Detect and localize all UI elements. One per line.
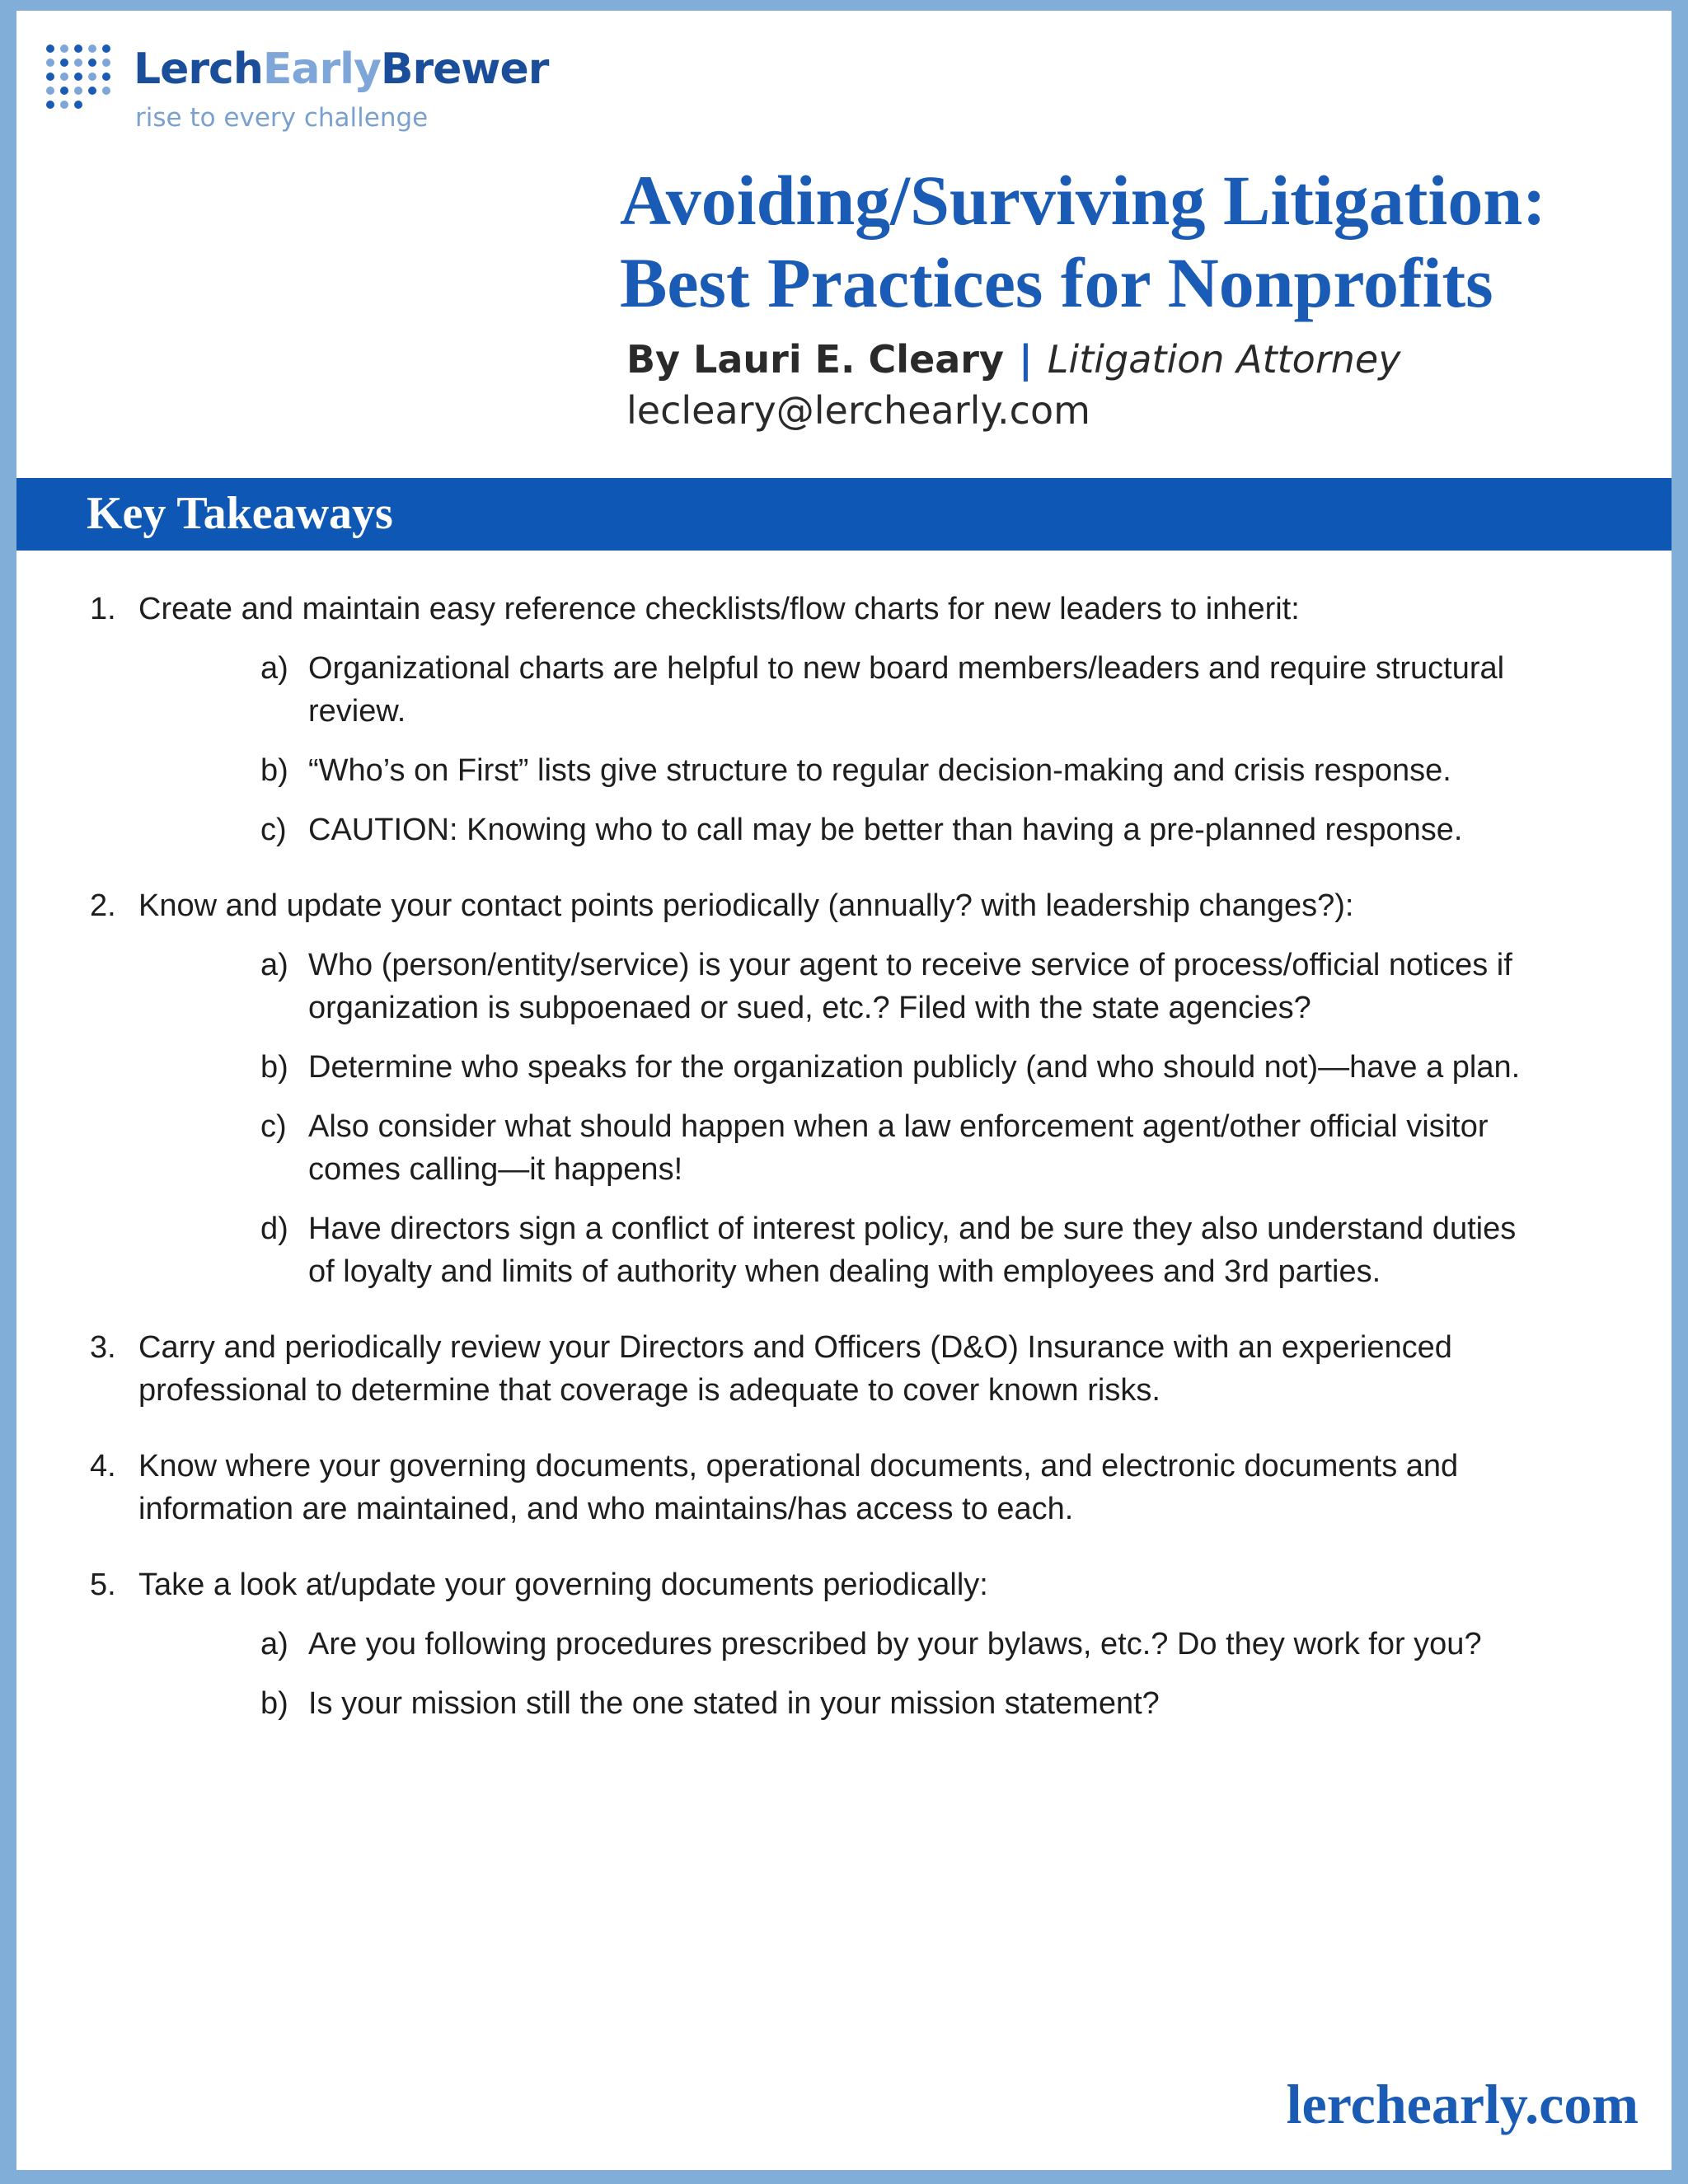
brand-tagline: rise to every challenge — [135, 103, 429, 133]
logo-dot — [46, 45, 54, 53]
subitem-letter: c) — [260, 813, 287, 847]
logo-dot — [102, 59, 110, 67]
takeaway-item — [16, 1563, 1672, 1725]
logo-dot — [74, 45, 82, 53]
takeaway-item — [16, 884, 1672, 1293]
logo-dot — [60, 73, 68, 81]
takeaway-subitem — [138, 1623, 1597, 1666]
logo-dot — [46, 73, 54, 81]
key-takeaways-banner — [16, 478, 1672, 551]
subitem-text: Organizational charts are helpful to new board members/leaders and require structural review. — [308, 651, 1505, 729]
subitem-text: Have directors sign a conflict of interest policy, and be sure they also understand duties of loyalty and limits of authority when dealing with employees and 3rd parties. — [308, 1212, 1517, 1289]
subitem-text: “Who’s on First” lists give structure to regular decision-making and crisis response. — [308, 753, 1451, 788]
takeaway-item — [16, 588, 1672, 851]
document-page — [16, 11, 1672, 2170]
logo-dot — [88, 87, 96, 95]
logo-dot — [88, 73, 96, 81]
subitem-letter: a) — [260, 651, 288, 686]
subitem-letter: b) — [260, 1050, 288, 1085]
takeaway-number: 2. — [90, 888, 116, 923]
subitem-letter: a) — [260, 1627, 288, 1661]
brand-name: LerchEarlyBrewer — [134, 45, 549, 94]
logo-dot — [102, 45, 110, 53]
logo-dot — [60, 59, 68, 67]
subitem-text: Determine who speaks for the organization publicly (and who should not)—have a plan. — [308, 1050, 1521, 1085]
banner-title: Key Takeaways — [87, 488, 393, 539]
takeaway-text: Know where your governing documents, operational documents, and electronic documents and information are maintained, and who maintains/has access to each. — [138, 1449, 1459, 1526]
logo-dot — [74, 59, 82, 67]
takeaway-subitem — [138, 1046, 1597, 1089]
logo-dot — [46, 59, 54, 67]
author-email[interactable]: lecleary@lerchearly.com — [626, 388, 1090, 433]
takeaway-subitem — [138, 749, 1597, 792]
author-name: By Lauri E. Cleary — [626, 337, 1004, 382]
logo-dot — [60, 45, 68, 53]
author-role: Litigation Attorney — [1047, 337, 1401, 382]
takeaway-number: 3. — [90, 1330, 116, 1365]
document-title — [620, 159, 1546, 324]
takeaway-subitem — [138, 1682, 1597, 1725]
takeaway-item — [16, 1445, 1672, 1530]
takeaway-text: Know and update your contact points periodically (annually? with leadership changes?): — [138, 888, 1354, 923]
title-line-1: Avoiding/Surviving Litigation: — [620, 161, 1546, 240]
title-line-2: Best Practices for Nonprofits — [620, 243, 1493, 322]
takeaway-subitem — [138, 944, 1597, 1029]
logo-dot — [102, 87, 110, 95]
subitem-letter: d) — [260, 1212, 288, 1246]
dot-grid-logo-icon — [45, 44, 111, 110]
subitem-letter: b) — [260, 1686, 288, 1721]
takeaways-list — [16, 588, 1672, 1758]
footer-website-link[interactable]: lerchearly.com — [1286, 2073, 1639, 2135]
takeaway-text: Take a look at/update your governing documents periodically: — [138, 1568, 988, 1602]
takeaway-subitem — [138, 808, 1597, 851]
logo-dot — [88, 59, 96, 67]
takeaway-subitem — [138, 1105, 1597, 1191]
logo-dot — [46, 101, 54, 109]
logo-dot — [74, 87, 82, 95]
takeaway-item — [16, 1326, 1672, 1412]
subitem-text: Is your mission still the one stated in your mission statement? — [308, 1686, 1160, 1721]
takeaway-subitem — [138, 647, 1597, 733]
subitem-text: Are you following procedures prescribed by your bylaws, etc.? Do they work for you? — [308, 1627, 1482, 1661]
logo-dot — [74, 73, 82, 81]
logo-dot — [46, 87, 54, 95]
subitem-text: CAUTION: Knowing who to call may be better than having a pre-planned response. — [308, 813, 1463, 847]
logo-dot — [60, 101, 68, 109]
takeaway-number: 1. — [90, 592, 116, 626]
subitem-text: Who (person/entity/service) is your agent to receive service of process/official notices if organization is subpoenaed or sued, etc.? Filed with the state agencies? — [308, 948, 1512, 1025]
subitem-letter: a) — [260, 948, 288, 982]
byline-separator: | — [1018, 337, 1033, 382]
logo-dot — [102, 73, 110, 81]
takeaway-text: Carry and periodically review your Directors and Officers (D&O) Insurance with an experienced professional to determine that coverage is adequate to cover known risks. — [138, 1330, 1452, 1408]
byline — [626, 337, 1400, 382]
subitem-letter: c) — [260, 1109, 287, 1144]
subitem-letter: b) — [260, 753, 288, 788]
subitem-text: Also consider what should happen when a law enforcement agent/other official visitor comes calling—it happens! — [308, 1109, 1489, 1187]
takeaway-text: Create and maintain easy reference checklists/flow charts for new leaders to inherit: — [138, 592, 1300, 626]
logo-dot — [60, 87, 68, 95]
logo-dot — [74, 101, 82, 109]
logo-dot — [88, 45, 96, 53]
takeaway-number: 5. — [90, 1568, 116, 1602]
takeaway-number: 4. — [90, 1449, 116, 1483]
takeaway-subitem — [138, 1207, 1597, 1293]
